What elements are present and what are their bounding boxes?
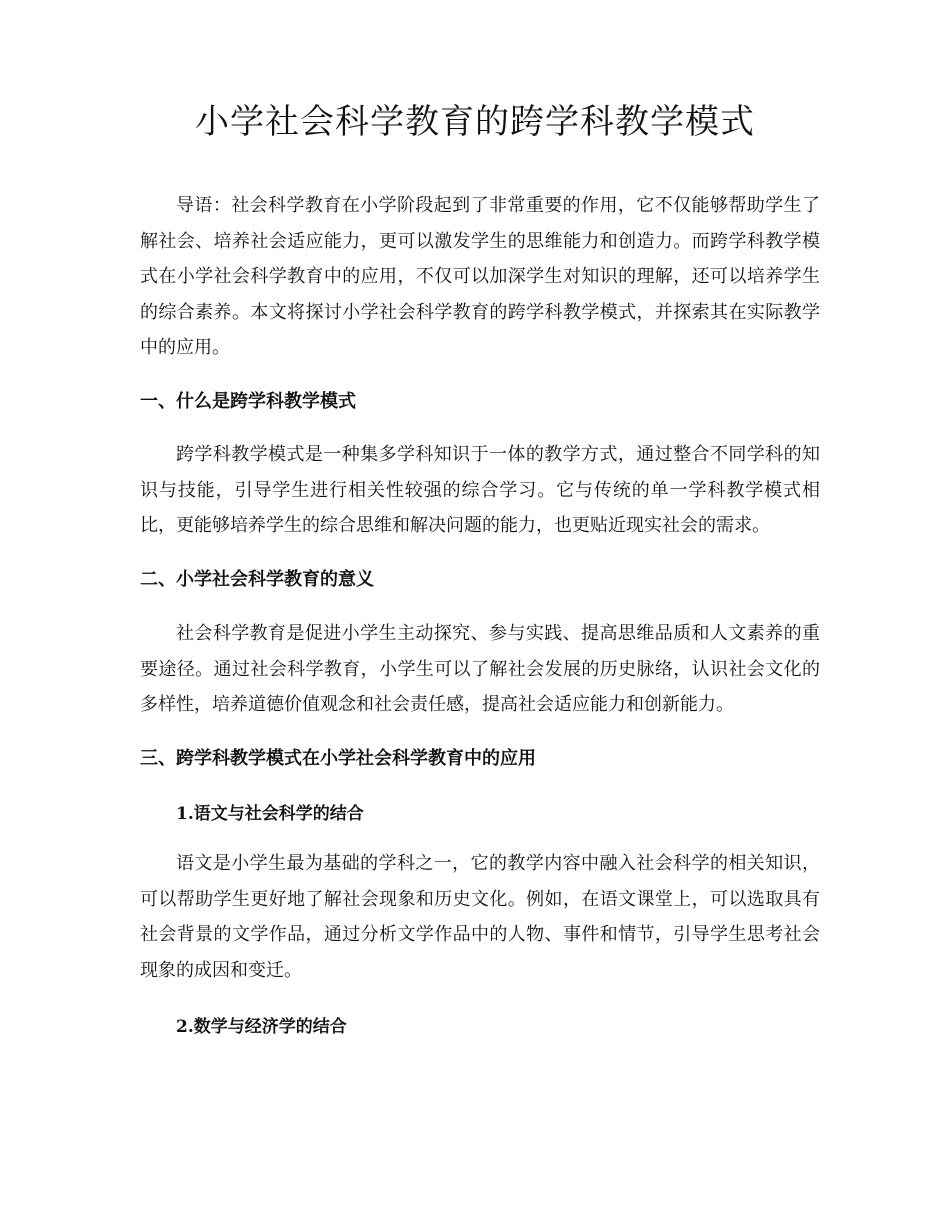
section-1-paragraph: 跨学科教学模式是一种集多学科知识于一体的教学方式，通过整合不同学科的知识与技能，引导学生进行相关性较强的综合学习。它与传统的单一学科教学模式相比，更能够培养学生的综合思维和解决问题的能力，也更贴近现实社会的需求。	[140, 444, 820, 537]
document-title: 小学社会科学教育的跨学科教学模式	[195, 102, 755, 142]
section-2-heading: 二、小学社会科学教育的意义	[140, 569, 374, 590]
section-3-2-heading: 2.数学与经济学的结合	[176, 1017, 347, 1037]
section-3-1-heading: 1.语文与社会科学的结合	[176, 804, 364, 824]
section-1-heading: 一、什么是跨学科教学模式	[140, 391, 356, 412]
section-3-1-paragraph: 语文是小学生最为基础的学科之一，它的教学内容中融入社会科学的相关知识，可以帮助学生更好地了解社会现象和历史文化。例如，在语文课堂上，可以选取具有社会背景的文学作品，通过分析文学作品中的人物、事件和情节，引导学生思考社会现象的成因和变迁。	[140, 853, 820, 981]
intro-paragraph: 导语：社会科学教育在小学阶段起到了非常重要的作用，它不仅能够帮助学生了解社会、培养社会适应能力，更可以激发学生的思维能力和创造力。而跨学科教学模式在小学社会科学教育中的应用，不仅可以加深学生对知识的理解，还可以培养学生的综合素养。本文将探讨小学社会科学教育的跨学科教学模式，并探索其在实际教学中的应用。	[140, 195, 820, 359]
section-3-heading: 三、跨学科教学模式在小学社会科学教育中的应用	[140, 748, 536, 769]
section-2-paragraph: 社会科学教育是促进小学生主动探究、参与实践、提高思维品质和人文素养的重要途径。通过社会科学教育，小学生可以了解社会发展的历史脉络，认识社会文化的多样性，培养道德价值观念和社会责任感，提高社会适应能力和创新能力。	[140, 623, 820, 716]
